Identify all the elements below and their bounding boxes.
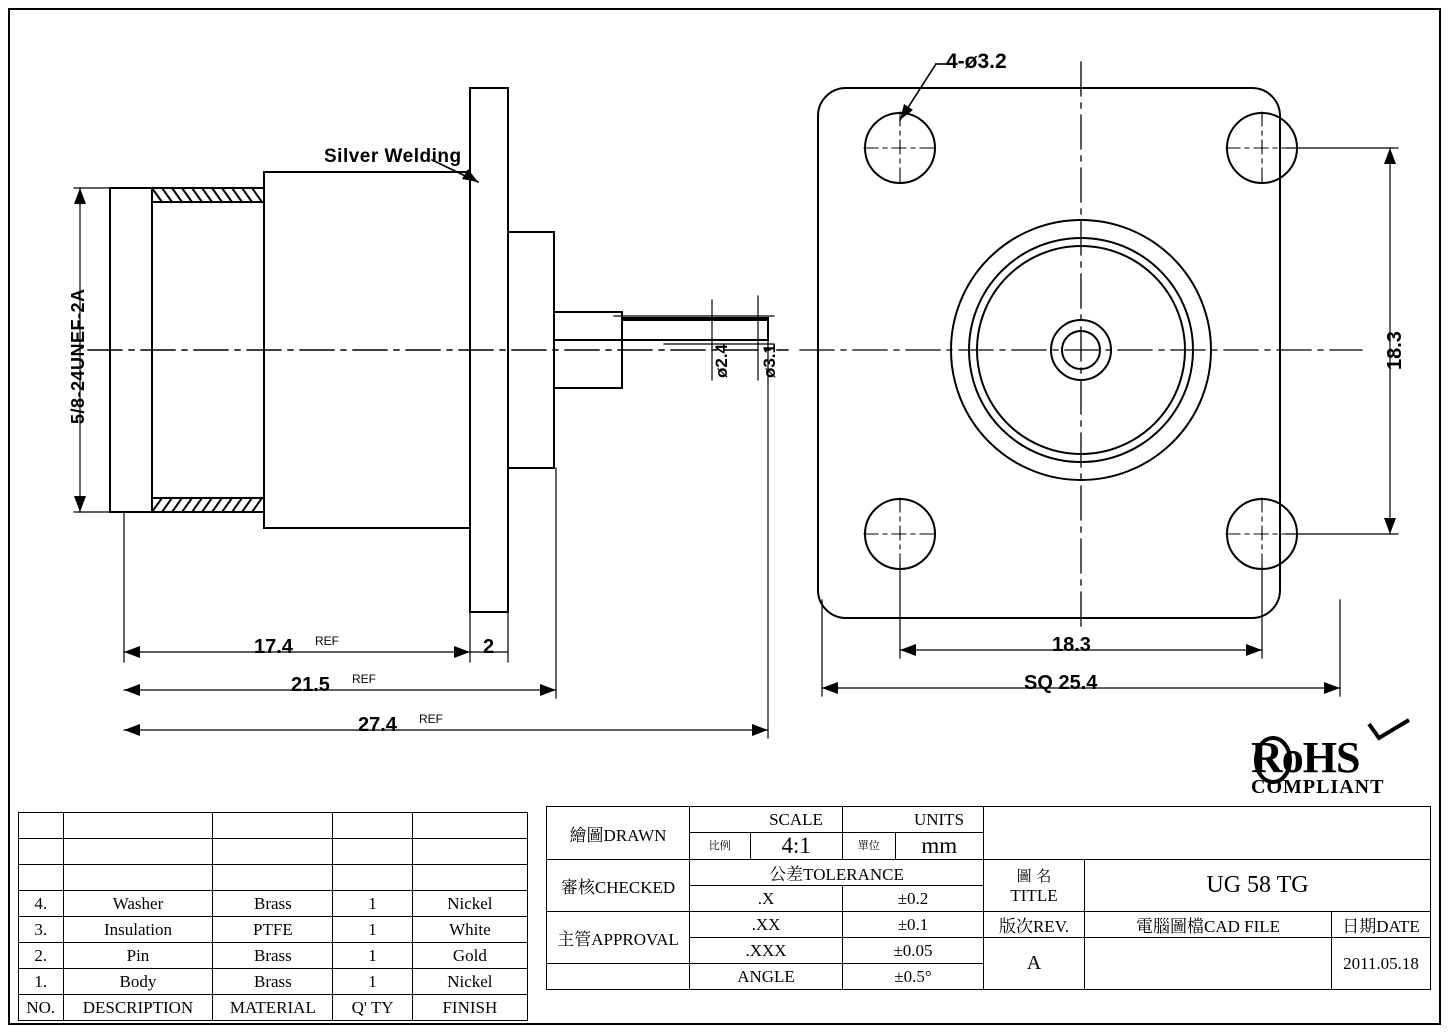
tolerance-label: 公差TOLERANCE [690, 860, 984, 886]
units-label: UNITS [895, 807, 984, 833]
dimension-27-4: 27.4 [358, 714, 397, 736]
date-value: 2011.05.18 [1332, 938, 1431, 990]
approval-value [547, 964, 690, 990]
bom-blank-cell [19, 839, 64, 865]
date-label: 日期DATE [1332, 912, 1431, 938]
bom-qty: 1 [333, 969, 412, 995]
title-label-en: TITLE [1010, 886, 1058, 905]
title-top-blank [984, 807, 1431, 860]
rohs-compliant-label: COMPLIANT [1251, 776, 1385, 798]
bom-finish: White [412, 917, 527, 943]
dimension-pcd-horizontal: 18.3 [1052, 634, 1091, 656]
bom-description: Washer [63, 891, 213, 917]
tolerance-angle-label: ANGLE [690, 964, 843, 990]
scale-value: 4:1 [750, 833, 843, 860]
bom-blank-cell [63, 839, 213, 865]
bom-description: Body [63, 969, 213, 995]
bom-finish: Nickel [412, 969, 527, 995]
bom-qty: 1 [333, 943, 412, 969]
bom-blank-cell [333, 865, 412, 891]
bom-blank-cell [63, 813, 213, 839]
approval-label: 主管APPROVAL [547, 912, 690, 964]
bom-blank-cell [213, 865, 333, 891]
table-row [19, 839, 528, 865]
title-block [546, 806, 1431, 990]
scale-label-cjk: 比例 [690, 833, 751, 860]
bom-blank-cell [412, 813, 527, 839]
checked-label: 審核CHECKED [547, 860, 690, 912]
bom-blank-cell [412, 865, 527, 891]
tolerance-xxx-label: .XXX [690, 938, 843, 964]
units-label-cell [843, 807, 896, 833]
annotation-silver-welding: Silver Welding [324, 146, 462, 167]
dimension-pcd-vertical: 18.3 [1384, 331, 1406, 370]
title-block-row [547, 912, 1431, 938]
bom-blank-cell [63, 865, 213, 891]
bom-material: Brass [213, 969, 333, 995]
bom-material: Brass [213, 891, 333, 917]
bom-header-finish: FINISH [412, 995, 527, 1021]
bom-material: Brass [213, 943, 333, 969]
bom-material: PTFE [213, 917, 333, 943]
drawn-label: 繪圖DRAWN [547, 807, 690, 860]
table-row [19, 943, 528, 969]
bom-no: 1. [19, 969, 64, 995]
cadfile-value [1085, 938, 1332, 990]
table-row [19, 969, 528, 995]
tolerance-xxx-value: ±0.05 [843, 938, 984, 964]
bom-blank-cell [213, 839, 333, 865]
bom-description: Insulation [63, 917, 213, 943]
table-row [19, 917, 528, 943]
rohs-mark [1251, 718, 1431, 798]
table-header-row [19, 995, 528, 1021]
title-block-row [547, 860, 1431, 886]
dimension-17-4: 17.4 [254, 636, 293, 658]
tolerance-xx-label: .XX [690, 912, 843, 938]
bom-description: Pin [63, 943, 213, 969]
bom-table [18, 812, 528, 1021]
scale-label: SCALE [750, 807, 843, 833]
bom-blank-cell [333, 813, 412, 839]
bom-header-qty: Q' TY [333, 995, 412, 1021]
tolerance-xx-value: ±0.1 [843, 912, 984, 938]
dimension-2: 2 [483, 636, 495, 658]
bom-header-no: NO. [19, 995, 64, 1021]
cadfile-label: 電腦圖檔CAD FILE [1085, 912, 1332, 938]
rev-value: A [984, 938, 1085, 990]
annotation-4-holes: 4-ø3.2 [946, 50, 1007, 73]
bom-no: 3. [19, 917, 64, 943]
bom-blank-cell [333, 839, 412, 865]
dimension-27-4-ref: REF [419, 712, 443, 726]
bom-header-description: DESCRIPTION [63, 995, 213, 1021]
rohs-label: RoHS [1251, 733, 1360, 782]
dimension-square: SQ 25.4 [1024, 672, 1098, 694]
bom-no: 4. [19, 891, 64, 917]
table-row [19, 865, 528, 891]
dimension-17-4-ref: REF [315, 634, 339, 648]
bom-finish: Gold [412, 943, 527, 969]
table-row [19, 813, 528, 839]
title-block-row [547, 807, 1431, 833]
scale-label-cell [690, 807, 751, 833]
tolerance-angle-value: ±0.5° [843, 964, 984, 990]
title-label-cjk: 圖 名 [1016, 867, 1052, 885]
bom-qty: 1 [333, 917, 412, 943]
annotation-dia-2-4: ø2.4 [712, 343, 731, 378]
bom-header-material: MATERIAL [213, 995, 333, 1021]
tolerance-x-value: ±0.2 [843, 886, 984, 912]
units-label-cjk: 單位 [843, 833, 896, 860]
bom-finish: Nickel [412, 891, 527, 917]
bom-no: 2. [19, 943, 64, 969]
title-value: UG 58 TG [1085, 860, 1431, 912]
bom-blank-cell [19, 865, 64, 891]
tolerance-x-label: .X [690, 886, 843, 912]
dimension-21-5: 21.5 [291, 674, 330, 696]
rev-label: 版次REV. [984, 912, 1085, 938]
bom-blank-cell [213, 813, 333, 839]
annotation-thread-spec: 5/8-24UNEF-2A [68, 288, 88, 424]
bom-blank-cell [412, 839, 527, 865]
bom-qty: 1 [333, 891, 412, 917]
table-row [19, 891, 528, 917]
dimension-21-5-ref: REF [352, 672, 376, 686]
bom-blank-cell [19, 813, 64, 839]
title-label [984, 860, 1085, 912]
annotation-dia-3-1: ø3.1 [760, 343, 779, 378]
units-value: mm [895, 833, 984, 860]
